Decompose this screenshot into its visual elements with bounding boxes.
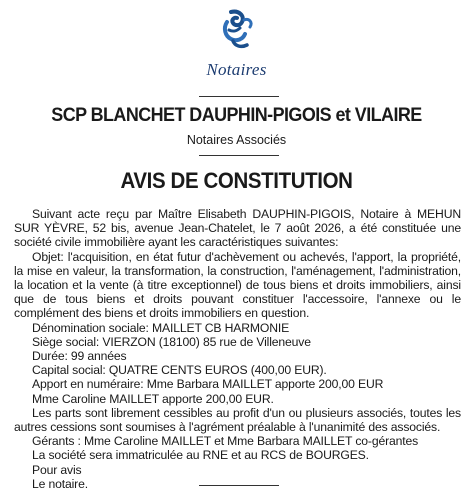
paragraph-siege: Siège social: VIERZON (18100) 85 rue de Villeneuve [32, 334, 311, 349]
paragraph-apport-barbara: Apport en numéraire: Mme Barbara MAILLET apporte 200,00 EUR [32, 377, 384, 392]
paragraph-cessions: Les parts sont librement cessibles au profit d'un ou plusieurs associés, toutes les autres cessions sont soumises à l'agrément préalable à l'unanimité des associés. [14, 405, 461, 435]
paragraph-objet: Objet: l'acquisition, en état futur d'achèvement ou achevés, l'apport, la propriété, la mise en valeur, la transformation, la construction, l'aménagement, l'administration, la location et la vente (à titre exceptionnel) de tous biens et droits immobiliers, ainsi que de tous biens et droits pouvant constituer l'accessoire, l'annexe ou le complément des biens et droits immobiliers en question. [14, 249, 461, 321]
firm-name: SCP BLANCHET DAUPHIN-PIGOIS et VILAIRE [51, 104, 422, 126]
paragraph-apport-caroline: Mme Caroline MAILLET apporte 200,00 EUR. [32, 391, 274, 406]
firm-subtitle: Notaires Associés [186, 133, 287, 147]
paragraph-duree: Durée: 99 années [32, 349, 127, 364]
notice-body [14, 207, 461, 491]
paragraph-capital: Capital social: QUATRE CENTS EUROS (400,00 EUR). [32, 363, 327, 378]
paragraph-signature: Le notaire. [32, 476, 88, 491]
notaires-logo [0, 8, 473, 79]
divider-bottom [199, 485, 279, 486]
notaires-logo-icon [209, 8, 265, 52]
paragraph-intro: Suivant acte reçu par Maître Elisabeth DAUPHIN-PIGOIS, Notaire à MEHUN SUR YÈVRE, 52 bis, avenue Jean-Chatelet, le 7 août 2026, a été constituée une société civile immobilière ayant les caractéristiques suivantes: [14, 207, 461, 250]
divider-top [199, 96, 279, 97]
paragraph-gerants: Gérants : Mme Caroline MAILLET et Mme Barbara MAILLET co-gérantes [32, 434, 419, 449]
logo-text: Notaires [206, 60, 267, 79]
divider-middle [199, 155, 279, 156]
paragraph-denomination: Dénomination sociale: MAILLET CB HARMONIE [32, 320, 290, 335]
paragraph-pour-avis: Pour avis [32, 462, 82, 477]
paragraph-immatriculation: La société sera immatriculée au RNE et au RCS de BOURGES. [32, 448, 369, 463]
notice-title: AVIS DE CONSTITUTION [120, 168, 353, 193]
